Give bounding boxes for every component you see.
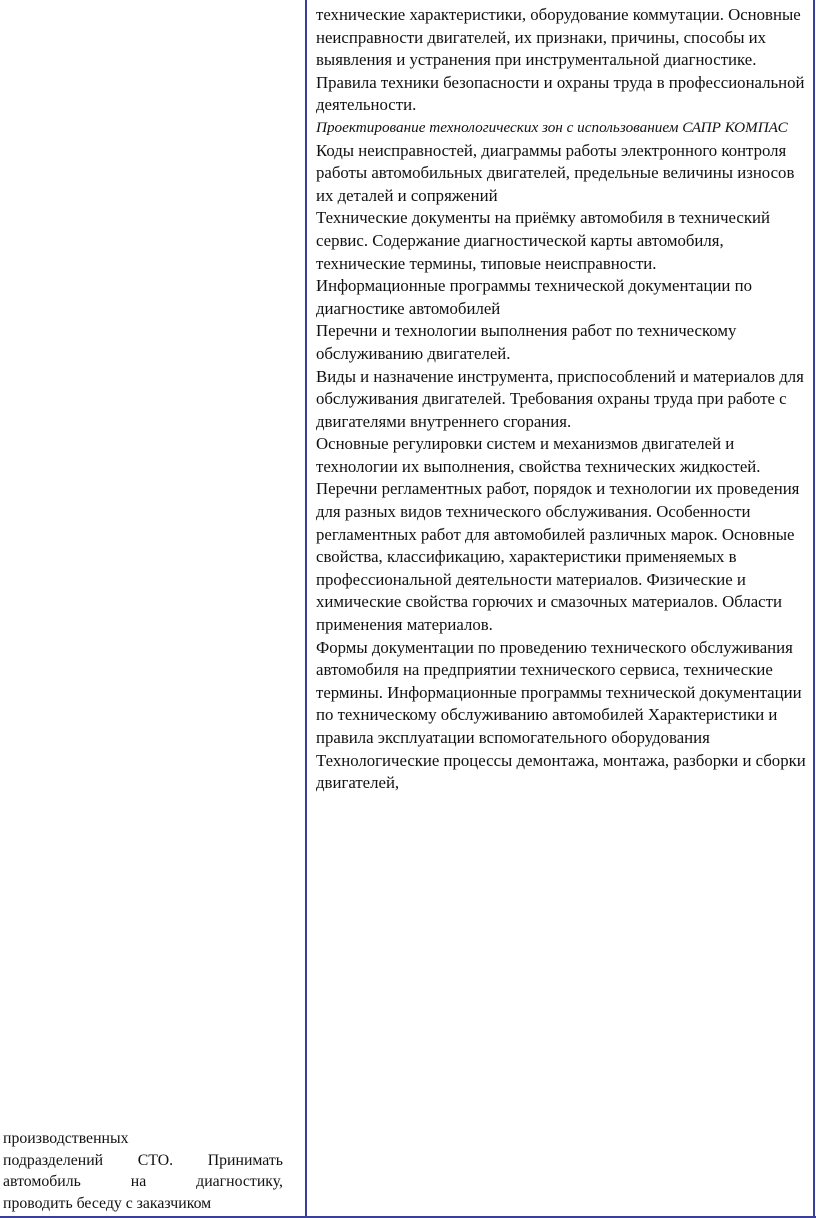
table-right-border	[813, 0, 815, 1218]
left-cell-line: производственных	[3, 1130, 129, 1147]
table-bottom-border	[0, 1216, 816, 1218]
paragraph-maintenance-lists: Перечни и технологии выполнения работ по техническому обслуживанию двигателей.	[316, 321, 737, 363]
paragraph-acceptance-docs: Технические документы на приёмку автомобиля в технический сервис. Содержание диагностической карты автомобиля, технические термины, типовые неисправности.	[316, 208, 770, 273]
paragraph-fault-codes: Коды неисправностей, диаграммы работы электронного контроля работы автомобильных двигателей, предельные величины износов их деталей и сопряжений	[316, 140, 795, 205]
paragraph-documentation-forms: Формы документации по проведению технического обслуживания автомобиля на предприятии технического сервиса, технические термины. Информационные программы технической документации по техническому обслуживанию автомобилей Характеристики и правила эксплуатации вспомогательного оборудования	[316, 637, 802, 747]
column-divider	[305, 0, 307, 1218]
paragraph-assembly-processes: Технологические процессы демонтажа, монтажа, разборки и сборки двигателей,	[316, 750, 806, 793]
paragraph-characteristics: технические характеристики, оборудование коммутации. Основные неисправности двигателей, их признаки, причины, способы их выявления и устранения при инструментальной диагностике.	[316, 5, 801, 70]
left-cell-line: автомобиль на диагностику,	[3, 1173, 283, 1190]
left-cell-line: подразделений СТО. Принимать	[3, 1151, 283, 1169]
paragraph-tools: Виды и назначение инструмента, приспособлений и материалов для обслуживания двигателей. Требования охраны труда при работе с двигателями внутреннего сгорания.	[316, 366, 804, 431]
paragraph-scheduled-works: Перечни регламентных работ, порядок и технологии их проведения для разных видов технического обслуживания. Особенности регламентных работ для автомобилей различных марок. Основные свойства, классификацию, характеристики применяемых в профессиональной деятельности материалов. Физические и химические свойства горючих и смазочных материалов. Области применения материалов.	[316, 479, 800, 635]
paragraph-cad-design: Проектирование технологических зон с использованием САПР КОМПАС	[316, 118, 788, 136]
right-cell	[316, 4, 813, 795]
paragraph-adjustments: Основные регулировки систем и механизмов двигателей и технологии их выполнения, свойства технических жидкостей.	[316, 434, 761, 476]
left-cell	[3, 1128, 283, 1214]
paragraph-info-programs: Информационные программы технической документации по диагностике автомобилей	[316, 276, 752, 318]
left-cell-line: проводить беседу с заказчиком	[3, 1194, 212, 1212]
paragraph-safety: Правила техники безопасности и охраны труда в профессиональной деятельности.	[316, 72, 805, 115]
